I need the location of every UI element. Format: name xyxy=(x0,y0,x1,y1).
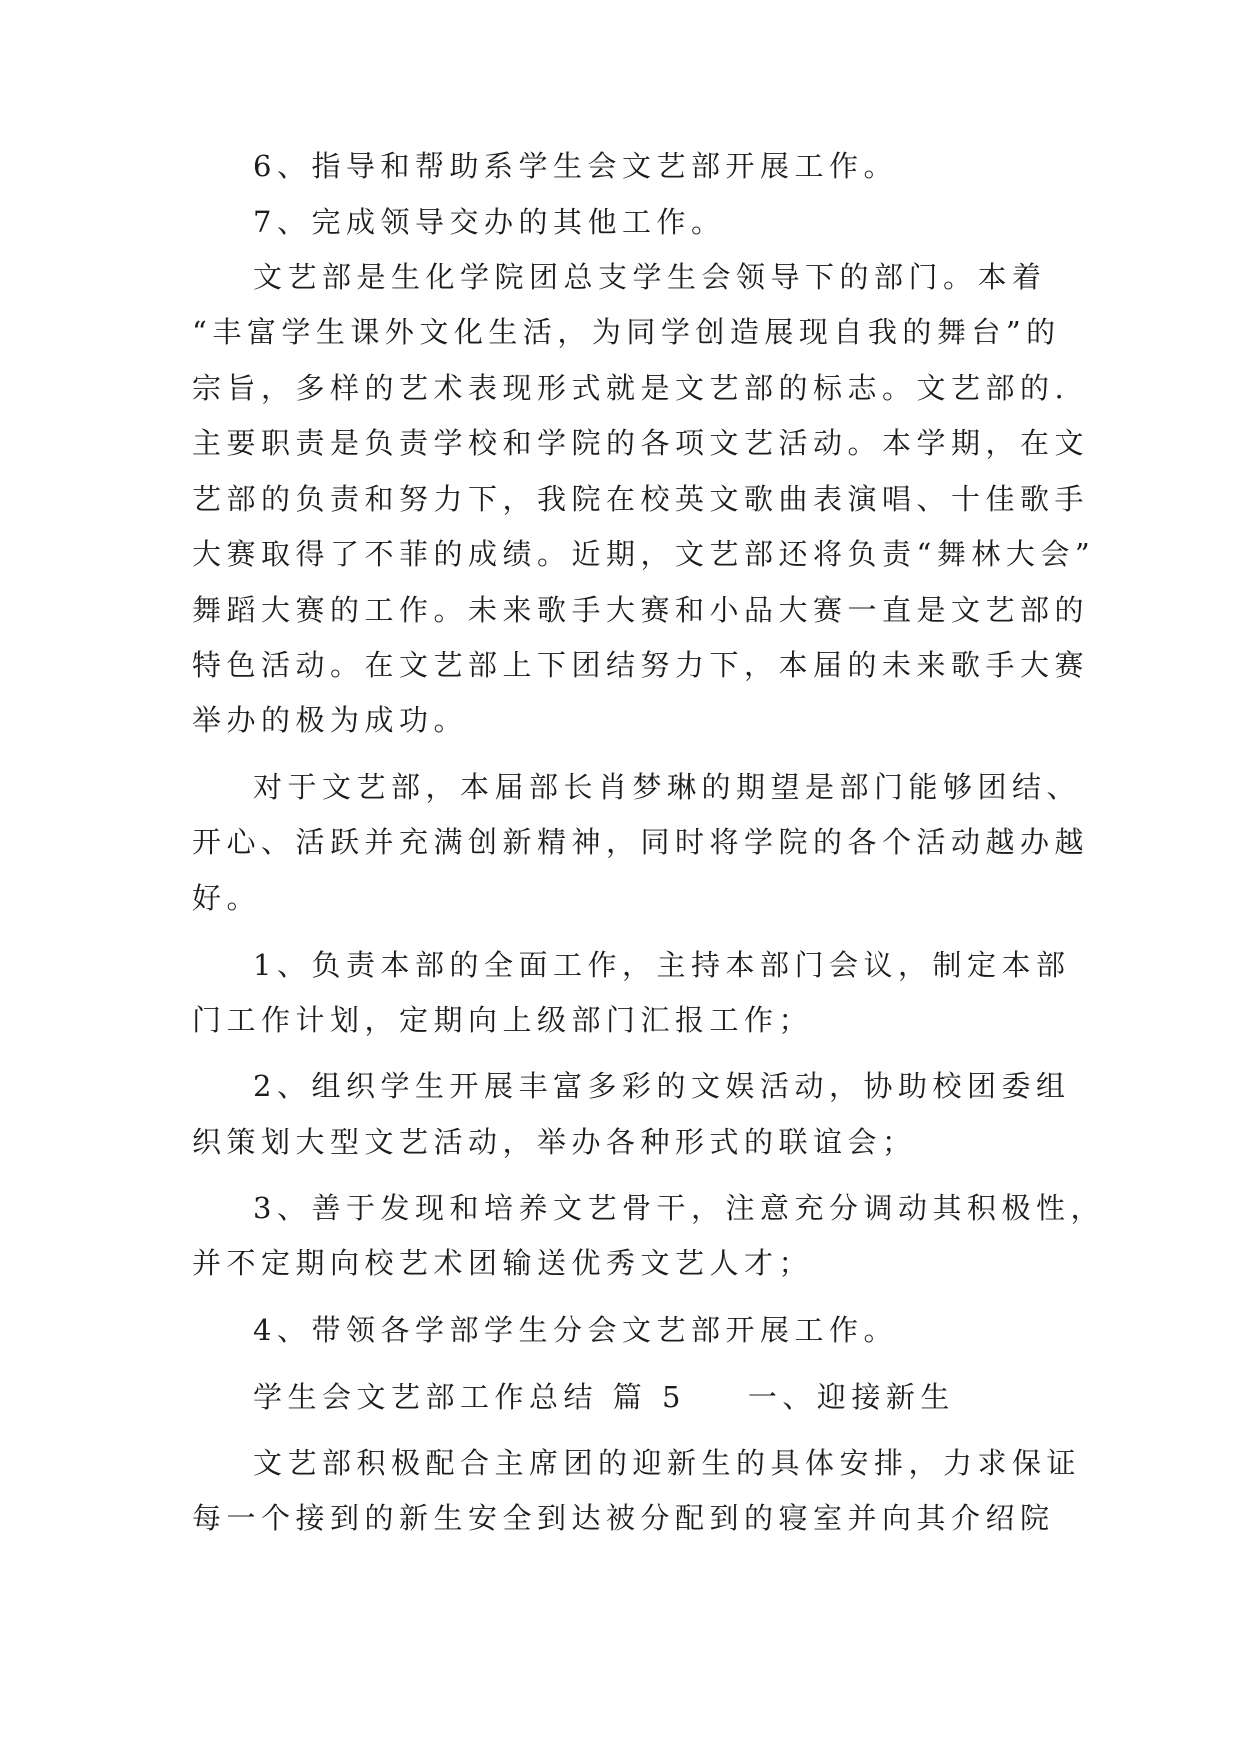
paragraph-line: 对于文艺部，本届部长肖梦琳的期望是部门能够团结、 xyxy=(253,770,1082,804)
paragraph-line: 艺部的负责和努力下，我院在校英文歌曲表演唱、十佳歌手 xyxy=(192,482,1090,516)
paragraph-line: 举办的极为成功。 xyxy=(192,703,469,737)
paragraph-line: 舞蹈大赛的工作。未来歌手大赛和小品大赛一直是文艺部的 xyxy=(192,593,1090,627)
paragraph-line: 开心、活跃并充满创新精神，同时将学院的各个活动越办越 xyxy=(192,825,1090,859)
paragraph-line: 大赛取得了不菲的成绩。近期，文艺部还将负责“舞林大会” xyxy=(192,537,1096,571)
section-heading xyxy=(253,1377,955,1417)
paragraph-line: 门工作计划，定期向上级部门汇报工作； xyxy=(192,1003,814,1037)
paragraph-line: 每一个接到的新生安全到达被分配到的寝室并向其介绍院 xyxy=(192,1501,1055,1535)
paragraph-line: 好。 xyxy=(192,881,262,915)
paragraph-line: 4、带领各学部学生分会文艺部开展工作。 xyxy=(253,1313,898,1347)
heading-section: 一、迎接新生 xyxy=(747,1380,955,1414)
heading-part: 篇 5 xyxy=(612,1380,686,1414)
paragraph-line: 文艺部积极配合主席团的迎新生的具体安排，力求保证 xyxy=(253,1446,1082,1480)
paragraph-line: 并不定期向校艺术团输送优秀文艺人才； xyxy=(192,1246,814,1280)
paragraph-line: “丰富学生课外文化生活，为同学创造展现自我的舞台”的 xyxy=(192,315,1061,349)
paragraph-line: 7、完成领导交办的其他工作。 xyxy=(253,205,726,239)
paragraph-line: 特色活动。在文艺部上下团结努力下，本届的未来歌手大赛 xyxy=(192,648,1090,682)
heading-title: 学生会文艺部工作总结 xyxy=(253,1380,599,1414)
paragraph-line: 主要职责是负责学校和学院的各项文艺活动。本学期，在文 xyxy=(192,426,1090,460)
paragraph-line: 3、善于发现和培养文艺骨干，注意充分调动其积极性， xyxy=(253,1191,1105,1225)
paragraph-line: 6、指导和帮助系学生会文艺部开展工作。 xyxy=(253,149,898,183)
paragraph-line: 1、负责本部的全面工作，主持本部门会议，制定本部 xyxy=(253,948,1071,982)
paragraph-line: 宗旨，多样的艺术表现形式就是文艺部的标志。文艺部的. xyxy=(192,371,1070,405)
paragraph-line: 文艺部是生化学院团总支学生会领导下的部门。本着 xyxy=(253,260,1047,294)
paragraph-line: 2、组织学生开展丰富多彩的文娱活动，协助校团委组 xyxy=(253,1069,1071,1103)
paragraph-line: 织策划大型文艺活动，举办各种形式的联谊会； xyxy=(192,1125,917,1159)
